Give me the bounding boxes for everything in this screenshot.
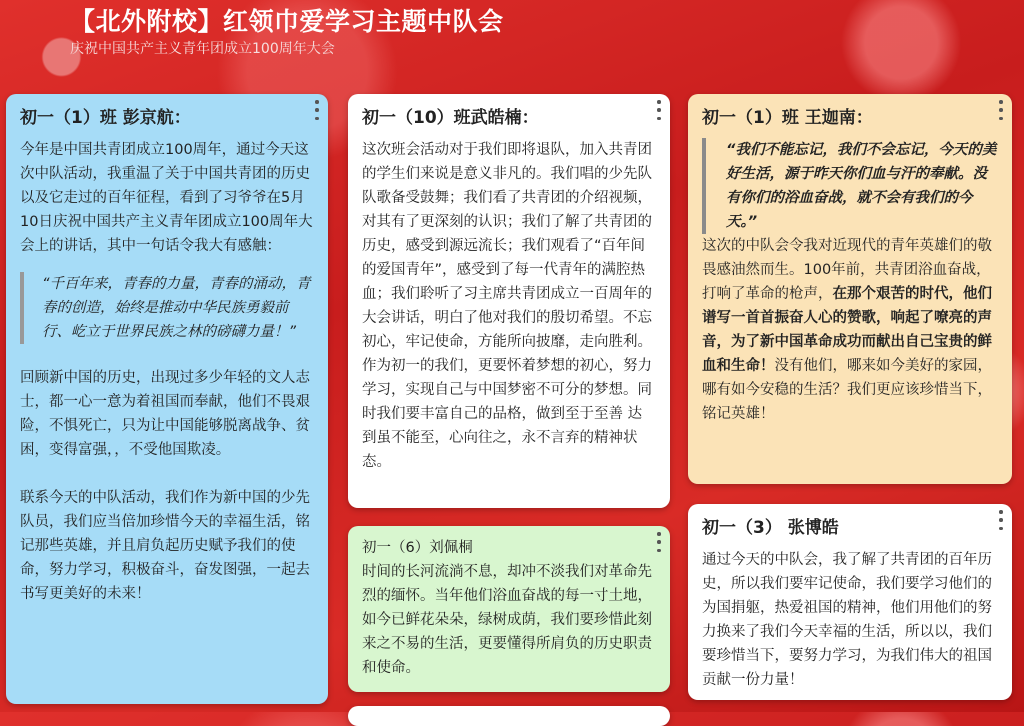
card-paragraph: 通过今天的中队会，我了解了共青团的百年历史，所以我们要牢记使命，我们要学习他们的为国捐躯，热爱祖国的精神，他们用他们的努力换来了我们今天幸福的生活，所以以，我们要珍惜当下，要努力学习，为我们伟大的祖国贡献一份力量！ xyxy=(702,552,992,688)
paragraph-text: 没有他们，哪来如今美好的家园，哪有如今安稳的生活？我们更应该珍惜当下，铭记英雄！ xyxy=(702,358,992,422)
card-paragraph: 今年是中国共青团成立100周年，通过今天这次中队活动，我重温了关于中国共青团的历史以及它走过的百年征程，看到了习爷爷在5月10日庆祝中国共产主义青年团成立100周年大会上的讲话，其中一句话令我大有感触： xyxy=(20,142,313,254)
card-paragraph xyxy=(702,234,998,426)
more-options-icon[interactable] xyxy=(656,100,662,120)
card-title: 初一（3） 张博皓 xyxy=(702,518,839,538)
card-paragraph: 时间的长河流淌不息，却冲不淡我们对革命先烈的缅怀。当年他们浴血奋战的每一寸土地，如今已鲜花朵朵，绿树成荫，我们要珍惜此刻来之不易的生活，更要懂得所肩负的历史职责和使命。 xyxy=(362,564,652,676)
page-title: 【北外附校】红领巾爱学习主题中队会 xyxy=(70,7,504,36)
post-card-wu[interactable] xyxy=(348,94,670,508)
quote-block: “我们不能忘记，我们不会忘记，今天的美好生活，源于昨天你们血与汗的奉献。没有你们的浴血奋战，就不会有我们的今天。” xyxy=(702,138,998,234)
post-card-partial[interactable] xyxy=(348,706,670,726)
more-options-icon[interactable] xyxy=(998,510,1004,530)
page-subtitle: 庆祝中国共产主义青年团成立100周年大会 xyxy=(70,41,335,57)
paragraph-text: 这次的中队会令我对近现代的青年英雄们的敬畏感油然而生。100年前，共青团浴血奋战，打响了革命的枪声， xyxy=(702,238,992,302)
card-paragraph: 这次班会活动对于我们即将退队，加入共青团的学生们来说是意义非凡的。我们唱的少先队队歌备受鼓舞；我们看了共青团的介绍视频，对其有了更深刻的认识；我们了解了共青团的历史，感受到源远流长；我们观看了“百年间的爱国青年”，感受到了每一代青年的满腔热血；我们聆听了习主席共青团成立一百周年的大会讲话，明白了他对我们的殷切希望。不忘初心，牢记使命，方能所向披靡，走向胜利。作为初一的我们，更要怀着梦想的初心，努力学习，实现自己与中国梦密不可分的梦想。同时我们要丰富自己的品格，做到至于至善 达到虽不能至，心向往之，永不言弃的精神状态。 xyxy=(362,142,652,470)
more-options-icon[interactable] xyxy=(656,532,662,552)
post-card-zhang[interactable] xyxy=(688,504,1012,700)
card-title: 初一（1）班 彭京航： xyxy=(20,108,191,128)
card-paragraph: 回顾新中国的历史，出现过多少年轻的文人志士，都一心一意为着祖国而奉献，他们不畏艰险，不惧死亡，只为让中国能够脱离战争、贫困，变得富强，，不受他国欺凌。 xyxy=(20,370,310,458)
card-title: 初一（1）班 王迦南： xyxy=(702,108,873,128)
post-card-wang[interactable] xyxy=(688,94,1012,484)
card-title: 初一（10）班武皓楠： xyxy=(362,108,539,128)
quote-block: “千百年来，青春的力量，青春的涌动，青春的创造，始终是推动中华民族勇毅前行、屹立于世界民族之林的磅礴力量！” xyxy=(20,272,314,344)
card-title: 初一（6）刘佩桐 xyxy=(362,540,473,556)
card-paragraph: 联系今天的中队活动，我们作为新中国的少先队员，我们应当倍加珍惜今天的幸福生活，铭记那些英雄，并且肩负起历史赋予我们的使命，努力学习，积极奋斗，奋发图强，一起去书写更美好的未来！ xyxy=(20,490,310,602)
post-card-peng[interactable] xyxy=(6,94,328,704)
more-options-icon[interactable] xyxy=(998,100,1004,120)
post-card-liu[interactable] xyxy=(348,526,670,692)
paragraph-emphasis: 在那个艰苦的时代，他们谱写一首首振奋人心的赞歌，响起了嘹亮的声音，为了新中国革命成功而献出自己宝贵的鲜血和生命！ xyxy=(702,286,992,374)
more-options-icon[interactable] xyxy=(314,100,320,120)
